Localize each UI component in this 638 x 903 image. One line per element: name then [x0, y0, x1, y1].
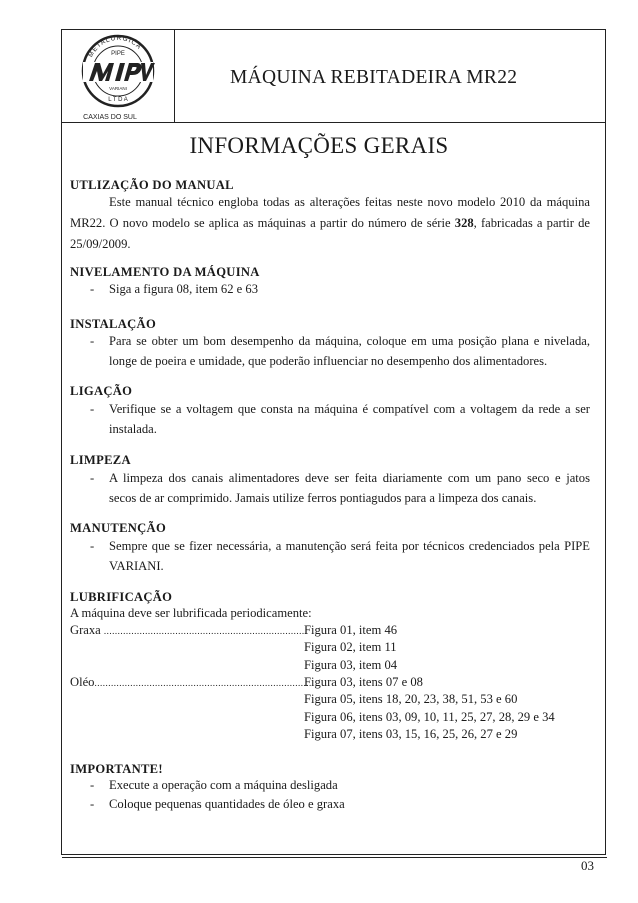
- lubrificacao-intro: A máquina deve ser lubrificada periodicamente:: [70, 606, 312, 620]
- bullet: -: [90, 539, 95, 553]
- logo-metalurgica: METALURGICA: [87, 34, 143, 59]
- nivelamento-heading: NIVELAMENTO DA MÁQUINA: [70, 265, 260, 279]
- oleo-item: Figura 03, itens 07 e 08: [304, 675, 423, 689]
- logo-varian: VARIANI: [109, 86, 127, 91]
- oleo-item: Figura 05, itens 18, 20, 23, 38, 51, 53 e 60: [304, 692, 518, 706]
- oleo-label: Oléo...............................................................................: [70, 675, 312, 689]
- bullet: -: [90, 334, 95, 348]
- ligacao-line-2: instalada.: [109, 422, 157, 436]
- manutencao-heading: MANUTENÇÃO: [70, 521, 167, 535]
- ligacao-heading: LIGAÇÃO: [70, 384, 133, 398]
- oleo-item: Figura 07, itens 03, 15, 16, 25, 26, 27 e 29: [304, 727, 518, 741]
- bullet: -: [90, 797, 95, 811]
- logo-city: CAXIAS DO SUL: [83, 114, 137, 121]
- lubrificacao-heading: LUBRIFICAÇÃO: [70, 590, 173, 604]
- importante-item: Coloque pequenas quantidades de óleo e graxa: [109, 797, 345, 811]
- logo-pipe: PIPE: [111, 51, 125, 57]
- manual-heading: UTLIZAÇÃO DO MANUAL: [70, 178, 234, 192]
- bullet: -: [90, 402, 95, 416]
- oleo-leader: ...............................................................................: [94, 678, 312, 688]
- bullet: -: [90, 471, 95, 485]
- nivelamento-item: Siga a figura 08, item 62 e 63: [109, 282, 258, 296]
- section-title: INFORMAÇÕES GERAIS: [189, 133, 449, 158]
- logo-ltda: L T D A: [108, 97, 128, 103]
- instalacao-line-1: Para se obter um bom desempenho da máquina, coloque em uma posição plana e nivelada,: [109, 334, 590, 348]
- graxa-item: Figura 03, item 04: [304, 658, 398, 672]
- document-title: MÁQUINA REBITADEIRA MR22: [230, 67, 518, 88]
- ligacao-line-1: Verifique se a voltagem que consta na máquina é compatível com a voltagem da rede a ser: [109, 402, 590, 416]
- logo-box: [62, 30, 175, 122]
- graxa-item: Figura 02, item 11: [304, 640, 397, 654]
- footer-divider: [62, 857, 607, 858]
- graxa-item: Figura 01, item 46: [304, 623, 398, 637]
- manutencao-line-1: Sempre que se fizer necessária, a manutenção será feita por técnicos credenciados pela PIPE: [109, 539, 590, 553]
- bullet: -: [90, 282, 95, 296]
- bullet: -: [90, 778, 95, 792]
- graxa-leader: ..........................................................................: [103, 626, 308, 636]
- serial-number: 328: [454, 216, 474, 230]
- importante-item: Execute a operação com a máquina desligada: [109, 778, 338, 792]
- graxa-label: Graxa ..........................................................................: [70, 623, 308, 637]
- importante-heading: IMPORTANTE!: [70, 762, 163, 776]
- manual-line-2: MR22. O novo modelo se aplica as máquinas a partir do número de série 328, fabricadas a partir de: [70, 216, 590, 230]
- instalacao-line-2: longe de poeira e umidade, que poderão influenciar no desempenho dos alimentadores.: [109, 354, 548, 368]
- manual-line-3: 25/09/2009.: [70, 237, 131, 251]
- limpeza-heading: LIMPEZA: [70, 453, 131, 467]
- manual-line-1: Este manual técnico engloba todas as alterações feitas neste novo modelo 2010 da máquina: [109, 195, 590, 209]
- page-number: 03: [581, 858, 594, 873]
- manutencao-line-2: VARIANI.: [109, 559, 164, 573]
- company-logo: [62, 30, 174, 122]
- limpeza-line-2: secos de ar comprimido. Jamais utilize ferros pontiagudos para a limpeza dos canais.: [109, 491, 537, 505]
- limpeza-line-1: A limpeza dos canais alimentadores deve ser feita diariamente com um pano seco e jatos: [109, 471, 590, 485]
- oleo-item: Figura 06, itens 03, 09, 10, 11, 25, 27, 28, 29 e 34: [304, 710, 555, 724]
- instalacao-heading: INSTALAÇÃO: [70, 317, 157, 331]
